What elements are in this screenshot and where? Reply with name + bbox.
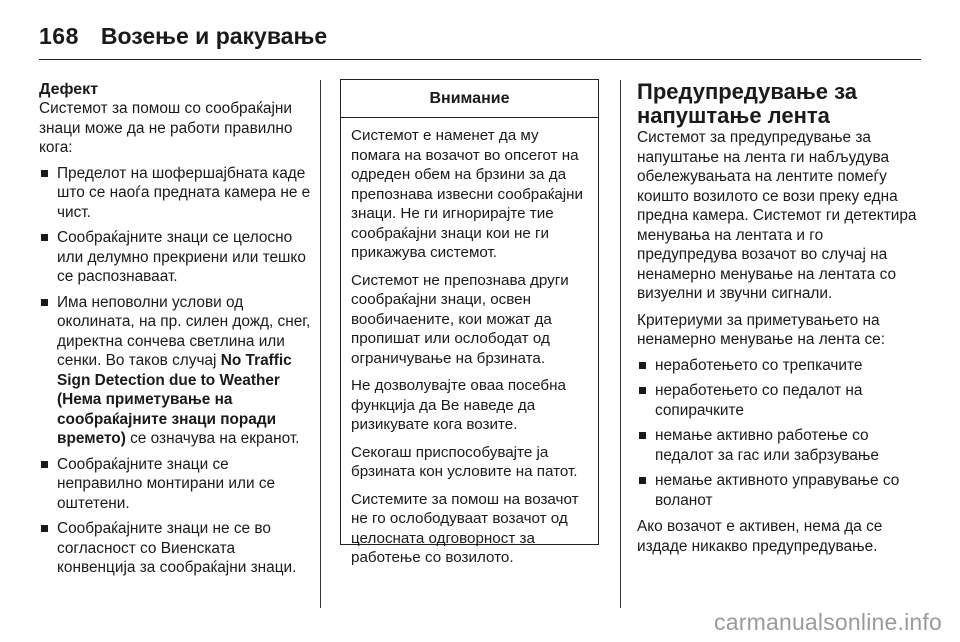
warning-paragraph: Секогаш приспособувајте ја брзината кон условите на патот. (351, 443, 578, 480)
right-column (637, 80, 922, 556)
section-title: Возење и ракување (100, 22, 328, 49)
lane-departure-description: Системот за предупредување за напуштање на лента ги набљудува обележувањата на лентите помеѓу коишто возилото се вози преку една предна камера. Системот ги детектира менувања на лентата и го предупредува возачот во случај на ненамерно менување на лентата со визуелни и звучни сигнали. (637, 129, 917, 302)
warning-paragraph: Системите за помош на возачот не го ослободуваат возачот од целосната одговорност за работење со возилото. (351, 490, 579, 566)
criteria-list (637, 356, 922, 511)
square-bullet-icon (41, 461, 48, 468)
warning-paragraph: Не дозволувајте оваа посебна функција да Ве наведе да ризикувате кога возите. (351, 377, 566, 433)
square-bullet-icon (41, 299, 48, 306)
lane-departure-heading: Предупредување за напуштање лента (637, 79, 858, 128)
list-item: Сообраќајните знаци се целосно или делумно прекриени или тешко се распознаваат. (39, 228, 311, 287)
warning-body (341, 118, 598, 568)
list-item: Сообраќајните знаци не се во согласност со Виенската конвенција за сообраќајни знаци. (39, 519, 311, 578)
square-bullet-icon (41, 234, 48, 241)
page-header (39, 18, 327, 54)
list-item: неработењето со педалот на сопирачките (637, 381, 922, 420)
list-item: Пределот на шофершајбната каде што се наоѓа предната камера не е чист. (39, 164, 311, 223)
list-item: немање активно работење со педалот за гас или забрзување (637, 426, 922, 465)
warning-box (340, 79, 599, 566)
column-divider (320, 80, 321, 608)
list-item: неработењето со трепкачите (637, 356, 922, 376)
list-item: Сообраќајните знаци се неправилно монтирани или се оштетени. (39, 455, 311, 514)
active-driver-note: Ако возачот е активен, нема да се издаде никакво предупредување. (637, 518, 883, 555)
warning-paragraph: Системот е наменет да му помага на возачот во опсегот на одреден обем на брзини за да препознава извесни сообраќајни знаци. Не ги игнорирајте тие сообраќајни знаци кои не ги прикажува системот. (351, 127, 584, 261)
criteria-intro: Критериуми за приметувањето на ненамерно менување на лента се: (637, 311, 886, 348)
fault-list (39, 164, 311, 578)
square-bullet-icon (639, 387, 646, 394)
square-bullet-icon (639, 432, 646, 439)
watermark: carmanualsonline.info (714, 609, 942, 635)
column-divider (620, 80, 621, 608)
list-item: немање активното управување со воланот (637, 471, 922, 510)
left-column (39, 80, 311, 578)
square-bullet-icon (639, 477, 646, 484)
fault-subheading: Дефект (39, 81, 99, 98)
square-bullet-icon (41, 525, 48, 532)
header-rule (39, 59, 921, 60)
warning-paragraph: Системот не препознава други сообраќајни знаци, освен вообичаените, кои можат да пропишат или ослободат од ограничување на брзината. (351, 271, 569, 367)
warning-title: Внимание (341, 80, 598, 118)
display-message: No Traffic Sign Detection due to Weather (Нема приметување на сообраќајните знаци поради времето) (57, 352, 292, 447)
list-item: Има неповолни услови од околината, на пр. силен дожд, снег, директна сончева светлина или сенки. Во таков случај No Traffic Sign Detection due to Weather (Нема приметување на сообраќајните знаци поради времето) се означува на екранот. (39, 293, 311, 449)
fault-intro: Системот за помош со сообраќајни знаци може да не работи правилно кога: (39, 100, 293, 156)
page-number: 168 (39, 22, 79, 49)
square-bullet-icon (41, 170, 48, 177)
square-bullet-icon (639, 362, 646, 369)
